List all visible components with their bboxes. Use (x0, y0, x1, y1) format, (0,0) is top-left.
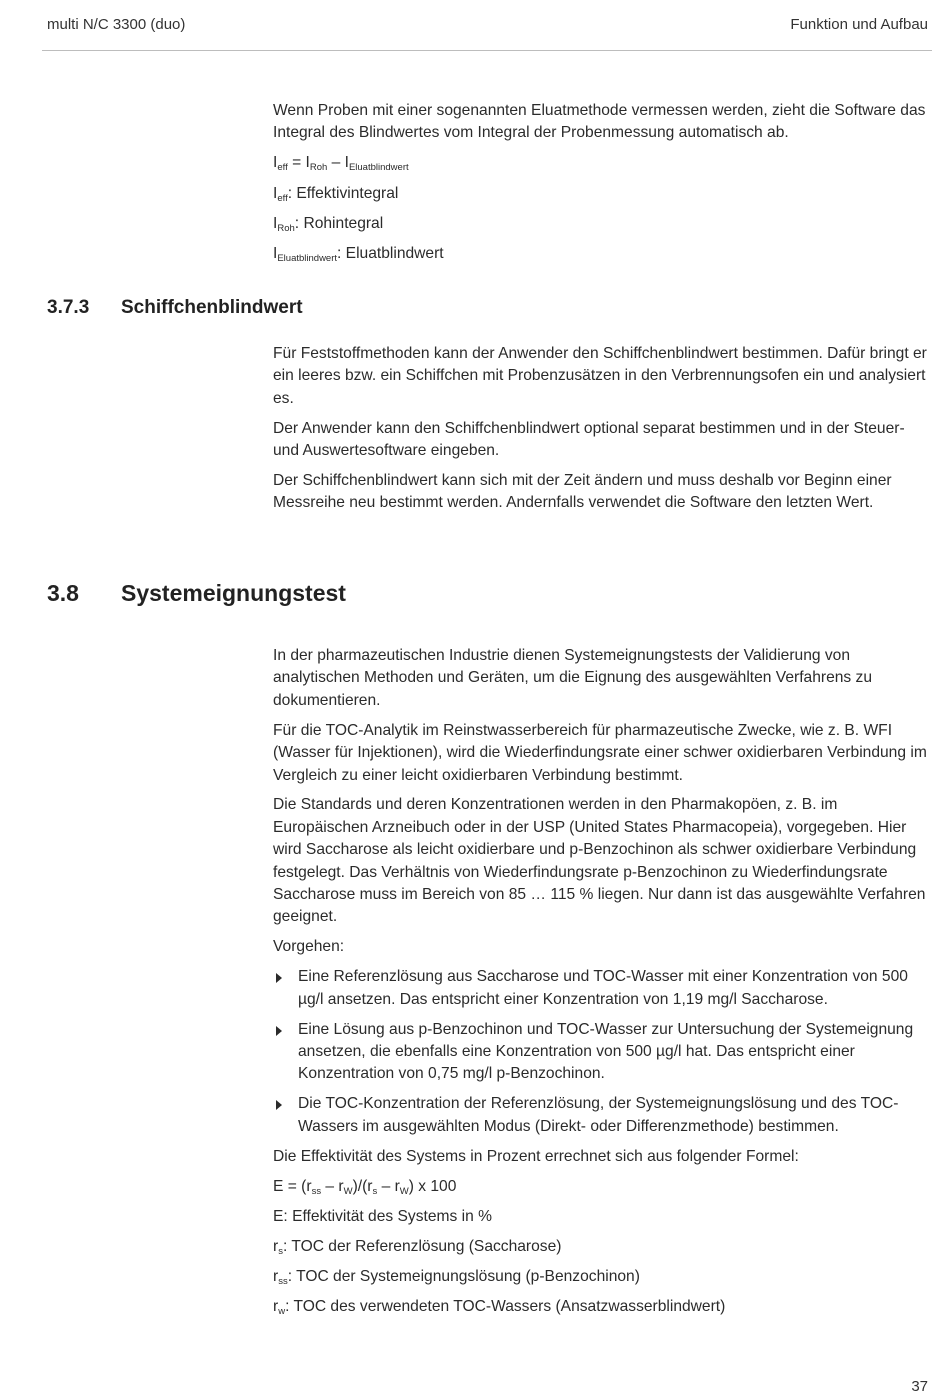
section-number: 3.8 (47, 580, 79, 606)
section-3-8-body (273, 645, 928, 1327)
intro-block (273, 100, 928, 273)
paragraph: Für Feststoffmethoden kann der Anwender den Schiffchenblindwert bestimmen. Dafür bringt er ein leeres bzw. ein Schiffchen mit Probenzusätzen in den Verbrennungsofen ein und analysiert es. (273, 345, 927, 407)
paragraph: Die Standards und deren Konzentrationen werden in den Pharmakopöen, z. B. im Europäischen Arzneibuch oder in der USP (United States Pharmacopeia), vorgegeben. Hier wird Saccharose als leicht oxidierbare und p-Benzochinon als schwer oxidierbare Verbindung festgelegt. Das Verhältnis von Wiederfindungsrate p-Benzochinon zu Wiederfindungsrate Saccharose muss im Bereich von 85 … 115 % liegen. Nur dann ist das ausgewählte Verfahren geeignet. (273, 796, 926, 926)
section-heading-3-8 (47, 580, 346, 607)
triangle-bullet-icon (276, 1026, 282, 1036)
header-chapter-title: Funktion und Aufbau (790, 16, 928, 33)
header-divider (42, 50, 932, 51)
definition-rs: $r_s$: TOC der Referenzlösung (Saccharose) (273, 1237, 562, 1257)
list-item: Eine Referenzlösung aus Saccharose und TOC-Wasser mit einer Konzentration von 500 µg/l ansetzen. Das entspricht einer Konzentration von 1,19 mg/l Saccharose. (273, 966, 928, 1011)
paragraph: In der pharmazeutischen Industrie dienen Systemeignungstests der Validierung von analytischen Methoden und Geräten, um die Eignung des ausgewählten Verfahrens zu dokumentieren. (273, 647, 873, 709)
section-title: Schiffchenblindwert (121, 297, 303, 318)
procedure-label: Vorgehen: (273, 938, 345, 956)
definition-ieluat: $I_{Eluatblindwert}$: Eluatblindwert (273, 244, 444, 264)
header-document-title: multi N/C 3300 (duo) (47, 16, 186, 33)
intro-paragraph: Wenn Proben mit einer sogenannten Eluatmethode vermessen werden, zieht die Software das Integral des Blindwertes vom Integral der Probenmessung automatisch ab. (273, 102, 926, 142)
procedure-steps (273, 966, 928, 1138)
definition-iroh: $I_{Roh}$: Rohintegral (273, 214, 384, 234)
triangle-bullet-icon (276, 1100, 282, 1110)
formula-efficiency: $E = (r_{ss} - r_W)/(r_s - r_W)$ x 100 (273, 1177, 457, 1197)
definition-e: E: Effektivität des Systems in % (273, 1207, 492, 1225)
section-heading-3-7-3 (47, 297, 303, 319)
list-item: Die TOC-Konzentration der Referenzlösung, der Systemeignungslösung und des TOC-Wassers im ausgewählten Modus (Direkt- oder Differenzmethode) bestimmen. (273, 1093, 928, 1138)
page-number: 37 (911, 1378, 928, 1395)
triangle-bullet-icon (276, 973, 282, 983)
definition-rw: $r_w$: TOC des verwendeten TOC-Wassers (Ansatzwasserblindwert) (273, 1298, 726, 1318)
list-item: Eine Lösung aus p-Benzochinon und TOC-Wasser zur Untersuchung der Systemeignung ansetzen, die ebenfalls eine Konzentration von 500 µg/l hat. Das entspricht einer Konzentration von 0,75 mg/l p-Benzochinon. (273, 1019, 928, 1086)
definition-rss: $r_{ss}$: TOC der Systemeignungslösung (p-Benzochinon) (273, 1268, 640, 1288)
paragraph: Der Schiffchenblindwert kann sich mit der Zeit ändern und muss deshalb vor Beginn einer Messreihe neu bestimmt werden. Andernfalls verwendet die Software den letzten Wert. (273, 472, 892, 512)
paragraph: Der Anwender kann den Schiffchenblindwert optional separat bestimmen und in der Steuer- und Auswertesoftware eingeben. (273, 419, 905, 460)
formula-integral: $I_{eff} = I_{Roh} - I_{Eluatblindwert}$ (273, 154, 409, 174)
section-3-7-3-body (273, 343, 928, 522)
paragraph: Für die TOC-Analytik im Reinstwasserbereich für pharmazeutische Zwecke, wie z. B. WFI (Wasser für Injektionen), wird die Wiederfindungsrate einer schwer oxidierbaren Verbindung im Vergleich zu einer leicht oxidierbaren Verbindung bestimmt. (273, 721, 927, 784)
definition-ieff: $I_{eff}$: Effektivintegral (273, 184, 399, 204)
section-number: 3.7.3 (47, 297, 90, 318)
section-title: Systemeignungstest (121, 580, 346, 606)
formula-intro: Die Effektivität des Systems in Prozent errechnet sich aus folgender Formel: (273, 1147, 799, 1165)
